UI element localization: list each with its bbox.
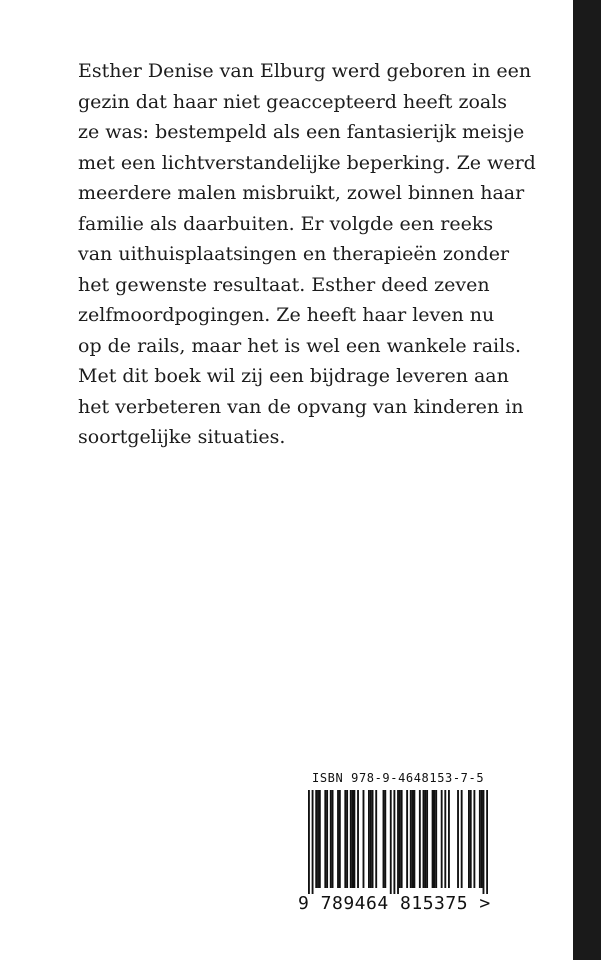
barcode-digits: 9 789464 815375 > bbox=[298, 893, 491, 914]
isbn-label: ISBN 978-9-4648153-7-5 bbox=[312, 771, 485, 785]
blurb-line: op de rails, maar het is wel een wankele rails. bbox=[78, 334, 521, 357]
blurb-line: meerdere malen misbruikt, zowel binnen haar bbox=[78, 182, 525, 204]
blurb-text bbox=[78, 56, 538, 453]
barcode-icon bbox=[308, 790, 488, 894]
blurb-line: met een lichtverstandelijke beperking. Ze werd bbox=[78, 151, 536, 174]
blurb-line: Met dit boek wil zij een bijdrage leveren aan bbox=[78, 365, 509, 387]
blurb-line: het gewenste resultaat. Esther deed zeven bbox=[78, 273, 490, 296]
blurb-line: van uithuisplaatsingen en therapieën zonder bbox=[78, 243, 510, 265]
blurb-line: soortgelijke situaties. bbox=[78, 426, 286, 448]
spine-edge bbox=[573, 0, 601, 960]
blurb-line: gezin dat haar niet geaccepteerd heeft zoals bbox=[78, 90, 508, 113]
blurb-line: het verbeteren van de opvang van kinderen in bbox=[78, 395, 524, 418]
blurb-line: ze was: bestempeld als een fantasierijk meisje bbox=[78, 121, 525, 143]
blurb-line: Esther Denise van Elburg werd geboren in een bbox=[78, 60, 532, 82]
blurb-line: familie als daarbuiten. Er volgde een reeks bbox=[78, 212, 494, 235]
blurb-line: zelfmoordpogingen. Ze heeft haar leven nu bbox=[78, 304, 495, 326]
